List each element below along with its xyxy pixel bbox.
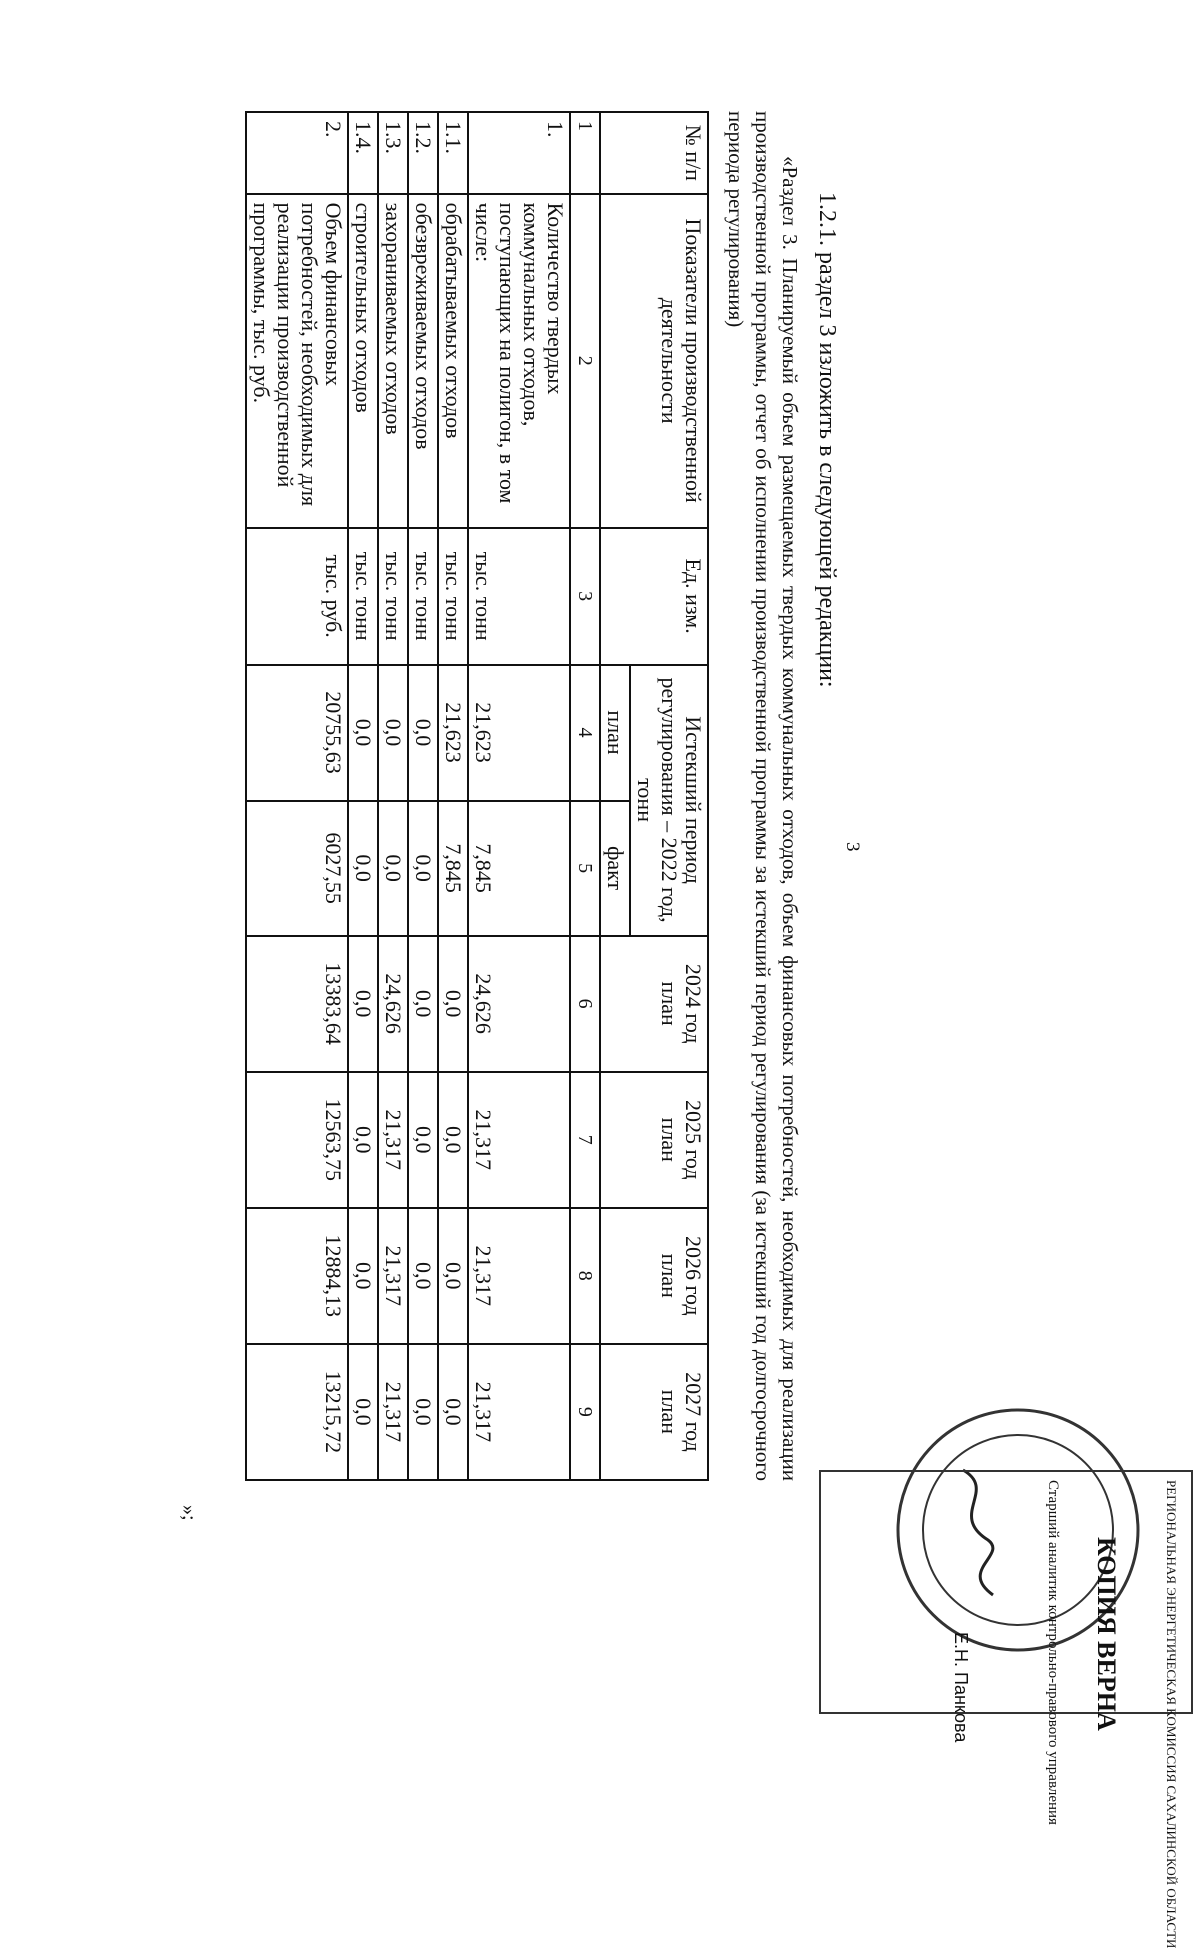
stamp-signer: Е.Н. Панкова (951, 1632, 971, 1743)
col-num-1: 1 (570, 112, 600, 194)
row-unit: тыс. тонн (408, 528, 438, 665)
row-value: 0,0 (348, 1208, 378, 1344)
row-value: 0,0 (438, 1344, 468, 1480)
col-num-8: 8 (570, 1208, 600, 1344)
row-indicator: строительных отходов (348, 194, 378, 528)
row-value: 0,0 (408, 1072, 438, 1208)
header-num: № п/п (600, 112, 708, 194)
row-num: 1.1. (438, 112, 468, 194)
production-program-table (245, 111, 709, 1481)
row-value: 0,0 (348, 936, 378, 1072)
row-value: 21,317 (468, 1072, 570, 1208)
row-value: 13383,64 (246, 936, 348, 1072)
row-value: 0,0 (408, 665, 438, 801)
row-value: 20755,63 (246, 665, 348, 801)
row-unit: тыс. тонн (468, 528, 570, 665)
row-value: 0,0 (408, 801, 438, 936)
table-row (438, 112, 468, 1480)
col-num-3: 3 (570, 528, 600, 665)
row-indicator: Объем финансовых потребностей, необходимых для реализации производственной программы, тыс. руб. (246, 194, 348, 528)
certified-copy-stamp (819, 1470, 1193, 1948)
stamp-title: КОПИЯ ВЕРНА (1092, 1537, 1121, 1731)
row-indicator: обезвреживаемых отходов (408, 194, 438, 528)
row-value: 0,0 (408, 936, 438, 1072)
row-value: 0,0 (438, 1072, 468, 1208)
table-row (378, 112, 408, 1480)
header-plan: план (600, 665, 630, 801)
row-value: 0,0 (348, 1344, 378, 1480)
header-2026: 2026 год план (600, 1208, 708, 1344)
row-value: 7,845 (438, 801, 468, 936)
row-value: 0,0 (378, 665, 408, 801)
row-indicator: обрабатываемых отходов (438, 194, 468, 528)
row-unit: тыс. руб. (246, 528, 348, 665)
row-value: 0,0 (408, 1208, 438, 1344)
row-value: 21,623 (438, 665, 468, 801)
row-num: 1.4. (348, 112, 378, 194)
row-value: 7,845 (468, 801, 570, 936)
row-value: 0,0 (438, 1208, 468, 1344)
section-heading: 1.2.1. раздел 3 изложить в следующей редакции: (814, 192, 840, 688)
row-value: 0,0 (438, 936, 468, 1072)
row-value: 24,626 (468, 936, 570, 1072)
header-fact: факт (600, 801, 630, 936)
stamp-position: Старший аналитик контрольно-правового управления (1045, 1480, 1061, 1825)
section-intro: «Раздел 3. Планируемый объем размещаемых твердых коммунальных отходов, объем финансовых потребностей, необходимых для реализации производственной программы, отчет об исполнении производственной программы за истекший период регулирования (за истекший год долгосрочного периода регулирования) (724, 111, 802, 1481)
table-row (348, 112, 378, 1480)
table-row (468, 112, 570, 1480)
header-2027: 2027 год план (600, 1344, 708, 1480)
row-value: 0,0 (378, 801, 408, 936)
stamp-org: РЕГИОНАЛЬНАЯ ЭНЕРГЕТИЧЕСКАЯ КОМИССИЯ САХАЛИНСКОЙ ОБЛАСТИ (1164, 1480, 1179, 1948)
header-unit: Ед. изм. (600, 528, 708, 665)
row-unit: тыс. тонн (378, 528, 408, 665)
row-value: 0,0 (348, 801, 378, 936)
row-value: 13215,72 (246, 1344, 348, 1480)
row-value: 21,317 (378, 1344, 408, 1480)
row-value: 21,317 (468, 1208, 570, 1344)
col-num-2: 2 (570, 194, 600, 528)
table-row (408, 112, 438, 1480)
page-number: 3 (842, 842, 863, 852)
row-num: 1.3. (378, 112, 408, 194)
row-value: 0,0 (348, 1072, 378, 1208)
row-num: 1.2. (408, 112, 438, 194)
row-indicator: Количество твердых коммунальных отходов, поступающих на полигон, в том числе: (468, 194, 570, 528)
row-value: 0,0 (408, 1344, 438, 1480)
closing-quote-mark: »; (178, 1505, 200, 1521)
col-num-9: 9 (570, 1344, 600, 1480)
row-unit: тыс. тонн (438, 528, 468, 665)
row-value: 12884,13 (246, 1208, 348, 1344)
row-unit: тыс. тонн (348, 528, 378, 665)
row-indicator: захораниваемых отходов (378, 194, 408, 528)
row-value: 12563,75 (246, 1072, 348, 1208)
row-value: 6027,55 (246, 801, 348, 936)
header-row (630, 112, 708, 1480)
col-num-6: 6 (570, 936, 600, 1072)
row-num: 2. (246, 112, 348, 194)
col-num-5: 5 (570, 801, 600, 936)
row-value: 0,0 (348, 665, 378, 801)
table-row (246, 112, 348, 1480)
row-value: 24,626 (378, 936, 408, 1072)
header-2025: 2025 год план (600, 1072, 708, 1208)
row-value: 21,317 (468, 1344, 570, 1480)
row-value: 21,317 (378, 1208, 408, 1344)
col-num-4: 4 (570, 665, 600, 801)
header-indicator: Показатели производственной деятельности (600, 194, 708, 528)
row-value: 21,623 (468, 665, 570, 801)
column-numbers-row (570, 112, 600, 1480)
header-past-period: Истекший период регулирования – 2022 год, тонн (630, 665, 708, 936)
row-num: 1. (468, 112, 570, 194)
col-num-7: 7 (570, 1072, 600, 1208)
row-value: 21,317 (378, 1072, 408, 1208)
header-2024: 2024 год план (600, 936, 708, 1072)
